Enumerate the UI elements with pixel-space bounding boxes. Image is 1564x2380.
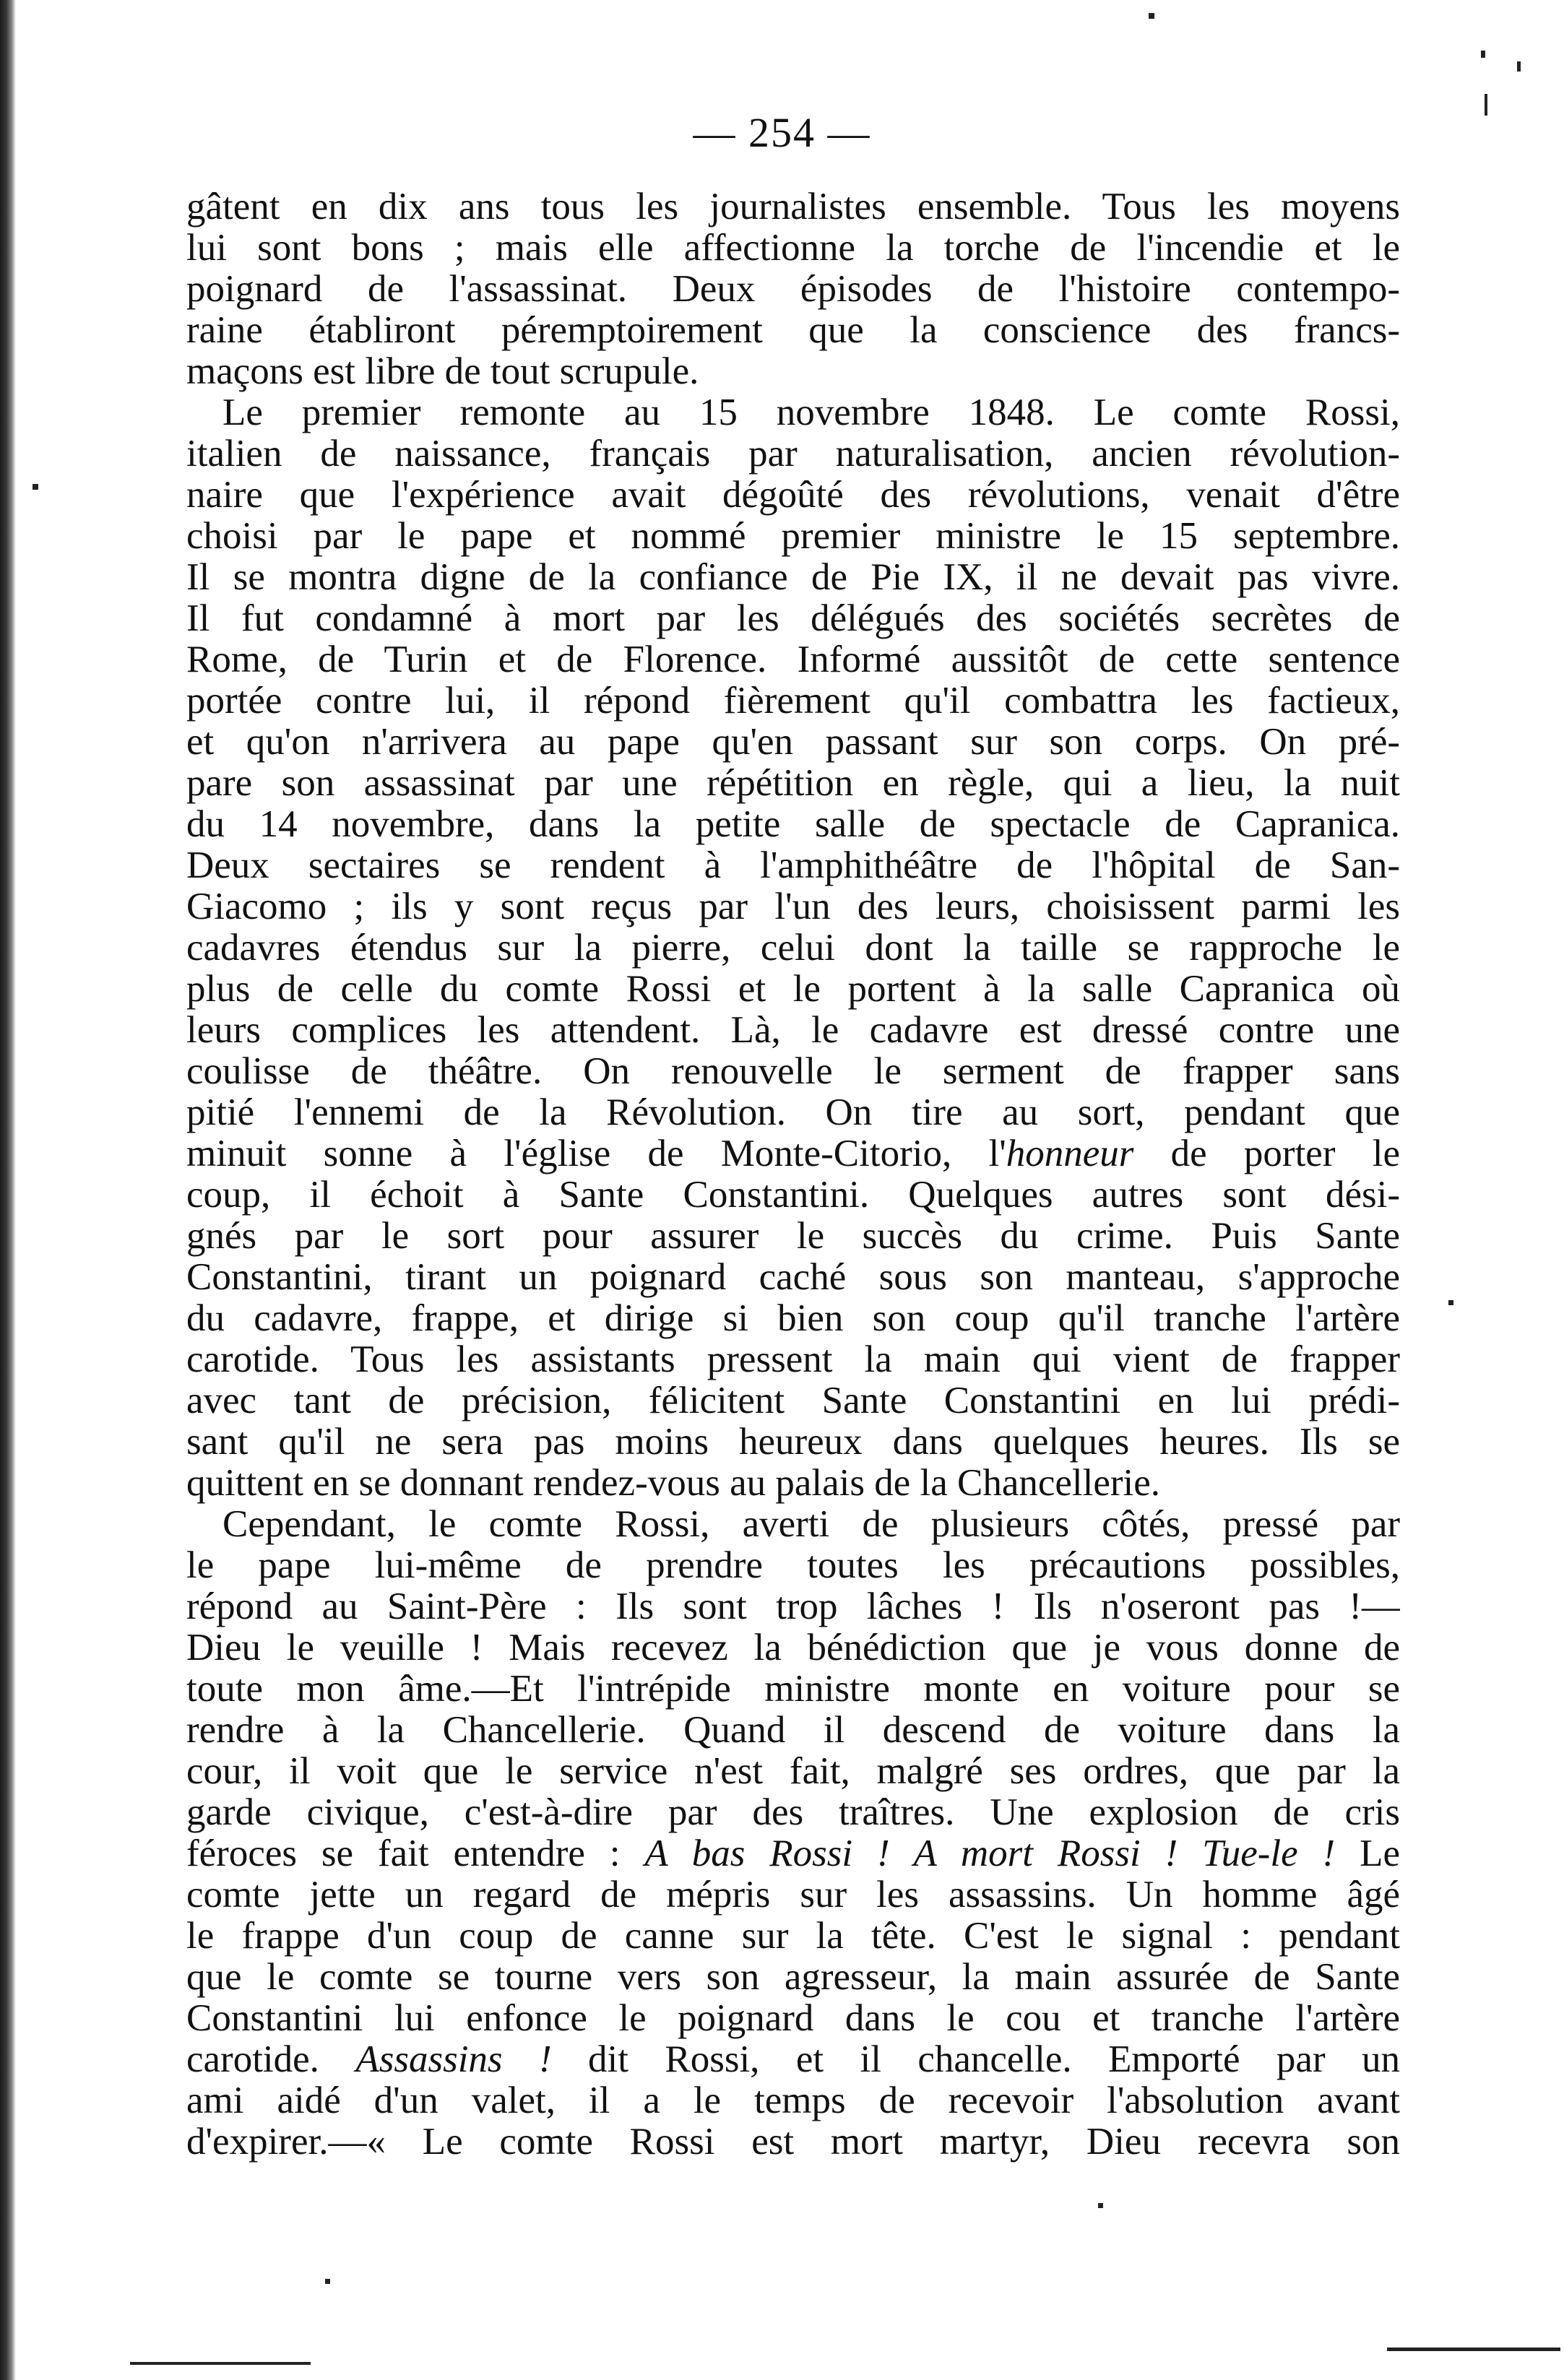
text-line [186, 763, 1400, 804]
text-line-content: carotide. [186, 2039, 356, 2080]
text-line-content: Le premier remonte au 15 novembre 1848. Le comte Rossi, [222, 392, 1400, 433]
text-line [186, 1751, 1400, 1792]
text-line [186, 1586, 1400, 1627]
text-line-continuation: de porter le [1133, 1133, 1400, 1174]
bottom-left-rule [130, 2362, 311, 2365]
text-line-content: Giacomo ; ils y sont reçus par l'un des leurs, choisissent parmi les [186, 886, 1400, 927]
text-line [186, 598, 1400, 639]
text-line [186, 1916, 1400, 1957]
text-line-content: maçons est libre de tout scrupule. [186, 351, 699, 392]
text-line-content: coulisse de théâtre. On renouvelle le serment de frapper sans [186, 1051, 1400, 1092]
text-line [186, 1174, 1400, 1216]
text-line-content: du 14 novembre, dans la petite salle de spectacle de Capranica. [186, 804, 1400, 845]
text-line [186, 2080, 1400, 2121]
text-line-content: raine établiront péremptoirement que la conscience des francs- [186, 310, 1400, 351]
text-line [186, 1957, 1400, 1998]
text-line [186, 557, 1400, 598]
text-line [186, 722, 1400, 763]
text-line-content: le pape lui-même de prendre toutes les précautions possibles, [186, 1545, 1400, 1586]
text-line-content: garde civique, c'est-à-dire par des traîtres. Une explosion de cris [186, 1792, 1400, 1833]
italic-text: A bas Rossi ! A mort Rossi ! Tue-le ! [644, 1833, 1336, 1874]
text-line-content: naire que l'expérience avait dégoûté des révolutions, venait d'être [186, 475, 1400, 516]
binding-shadow [0, 0, 16, 2380]
text-line-content: pare son assassinat par une répétition en règle, qui a lieu, la nuit [186, 763, 1400, 804]
text-line [186, 2121, 1400, 2163]
text-line-content: Deux sectaires se rendent à l'amphithéâtre de l'hôpital de San- [186, 845, 1400, 886]
text-line [186, 516, 1400, 557]
text-line-content: féroces se fait entendre : [186, 1833, 645, 1874]
text-line [186, 1051, 1400, 1092]
scan-speck [1448, 1300, 1453, 1305]
text-line-content: Il fut condamné à mort par les délégués des sociétés secrètes de [186, 598, 1400, 639]
text-line [186, 1792, 1400, 1833]
text-line-content: leurs complices les attendent. Là, le cadavre est dressé contre une [186, 1010, 1400, 1051]
text-line-content: Constantini, tirant un poignard caché sous son manteau, s'approche [186, 1257, 1400, 1298]
text-line-content: coup, il échoit à Sante Constantini. Quelques autres sont dési- [186, 1174, 1400, 1216]
text-line [186, 1257, 1400, 1298]
text-line-content: d'expirer.—« Le comte Rossi est mort martyr, Dieu recevra son [186, 2121, 1400, 2163]
text-line [186, 1380, 1400, 1421]
text-line [186, 680, 1400, 722]
text-line-continuation: dit Rossi, et il chancelle. Emporté par un [551, 2039, 1400, 2080]
text-line [186, 927, 1400, 969]
text-line [186, 1010, 1400, 1051]
text-line-content: poignard de l'assassinat. Deux épisodes de l'histoire contempo- [186, 269, 1400, 310]
text-line [186, 1998, 1400, 2039]
text-line-content: toute mon âme.—Et l'intrépide ministre monte en voiture pour se [186, 1669, 1400, 1710]
italic-text: Assassins ! [355, 2039, 552, 2080]
italic-text: honneur [1006, 1133, 1134, 1174]
text-line-content: gnés par le sort pour assurer le succès du crime. Puis Sante [186, 1216, 1400, 1257]
scan-speck [1098, 2203, 1103, 2208]
scan-speck [1517, 61, 1521, 72]
text-line-content: et qu'on n'arrivera au pape qu'en passant sur son corps. On pré- [186, 722, 1400, 763]
text-line-content: Constantini lui enfonce le poignard dans le cou et tranche l'artère [186, 1998, 1400, 2039]
scan-speck [33, 484, 38, 490]
text-line [186, 1463, 1400, 1504]
scan-speck [1481, 51, 1485, 58]
text-line [186, 886, 1400, 927]
text-line-content: rendre à la Chancellerie. Quand il descend de voiture dans la [186, 1710, 1400, 1751]
text-line [186, 351, 1400, 392]
text-line [186, 433, 1400, 475]
text-line-content: du cadavre, frappe, et dirige si bien son coup qu'il tranche l'artère [186, 1298, 1400, 1339]
text-line-content: répond au Saint-Père : Ils sont trop lâches ! Ils n'oseront pas !— [186, 1586, 1400, 1627]
text-line [186, 1627, 1400, 1669]
text-line-content: minuit sonne à l'église de Monte-Citorio, l' [186, 1133, 1006, 1174]
text-line-content: lui sont bons ; mais elle affectionne la torche de l'incendie et le [186, 228, 1400, 269]
text-line [186, 186, 1400, 228]
text-line-content: pitié l'ennemi de la Révolution. On tire au sort, pendant que [186, 1092, 1400, 1133]
text-line [186, 1298, 1400, 1339]
text-line-content: cadavres étendus sur la pierre, celui dont la taille se rapproche le [186, 927, 1400, 969]
text-line [186, 1133, 1400, 1174]
text-line [186, 1833, 1400, 1874]
text-line-content: italien de naissance, français par naturalisation, ancien révolution- [186, 433, 1400, 475]
text-line [186, 969, 1400, 1010]
text-line [186, 392, 1400, 433]
text-line-content: portée contre lui, il répond fièrement qu'il combattra les factieux, [186, 680, 1400, 722]
text-line [186, 1421, 1400, 1463]
scan-speck [325, 2279, 330, 2284]
text-line [186, 2039, 1400, 2080]
text-line-content: gâtent en dix ans tous les journalistes ensemble. Tous les moyens [186, 186, 1400, 228]
text-line-content: Rome, de Turin et de Florence. Informé aussitôt de cette sentence [186, 639, 1400, 680]
text-line-content: plus de celle du comte Rossi et le portent à la salle Capranica où [186, 969, 1400, 1010]
text-line [186, 269, 1400, 310]
text-line [186, 1092, 1400, 1133]
text-line [186, 1710, 1400, 1751]
text-line-content: sant qu'il ne sera pas moins heureux dans quelques heures. Ils se [186, 1421, 1400, 1463]
text-line [186, 228, 1400, 269]
text-line [186, 475, 1400, 516]
text-line-content: Dieu le veuille ! Mais recevez la bénédiction que je vous donne de [186, 1627, 1400, 1669]
text-line-content: cour, il voit que le service n'est fait, malgré ses ordres, que par la [186, 1751, 1400, 1792]
text-line [186, 310, 1400, 351]
text-line-continuation: Le [1335, 1833, 1400, 1874]
text-line [186, 1874, 1400, 1916]
text-line [186, 1504, 1400, 1545]
text-line [186, 1545, 1400, 1586]
text-line-content: Cependant, le comte Rossi, averti de plusieurs côtés, pressé par [222, 1504, 1400, 1545]
bottom-right-rule [1387, 2347, 1560, 2351]
text-line [186, 1216, 1400, 1257]
text-line-content: comte jette un regard de mépris sur les assassins. Un homme âgé [186, 1874, 1400, 1916]
text-line-content: choisi par le pape et nommé premier ministre le 15 septembre. [186, 516, 1400, 557]
text-line-content: carotide. Tous les assistants pressent la main qui vient de frapper [186, 1339, 1400, 1380]
text-line [186, 804, 1400, 845]
text-line [186, 1669, 1400, 1710]
scan-speck [1149, 13, 1154, 19]
text-line-content: ami aidé d'un valet, il a le temps de recevoir l'absolution avant [186, 2080, 1400, 2121]
text-line-content: le frappe d'un coup de canne sur la tête. C'est le signal : pendant [186, 1916, 1400, 1957]
text-line [186, 845, 1400, 886]
text-line-content: que le comte se tourne vers son agresseur, la main assurée de Sante [186, 1957, 1400, 1998]
text-line [186, 639, 1400, 680]
text-line-content: Il se montra digne de la confiance de Pie IX, il ne devait pas vivre. [186, 557, 1400, 598]
text-line-content: quittent en se donnant rendez-vous au palais de la Chancellerie. [186, 1463, 1161, 1504]
text-line-content: avec tant de précision, félicitent Sante Constantini en lui prédi- [186, 1380, 1400, 1421]
text-line [186, 1339, 1400, 1380]
page-number: — 254 — [693, 109, 871, 156]
body-text [186, 186, 1400, 2163]
